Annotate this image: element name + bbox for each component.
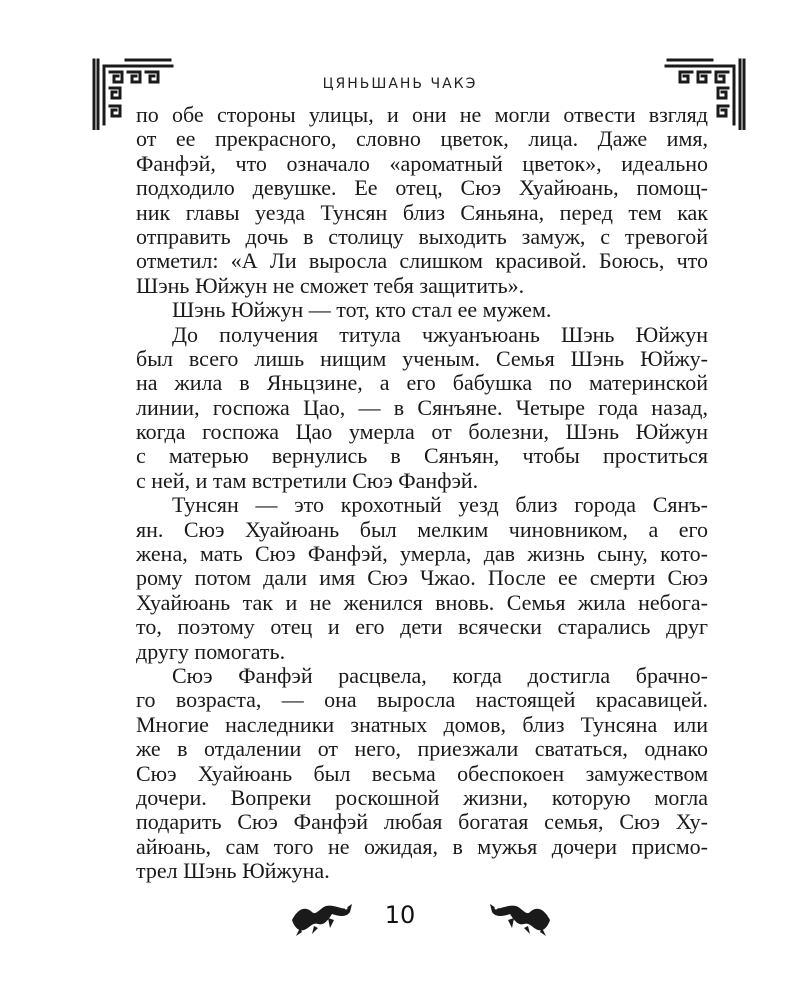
text-line: го возраста, — она выросла настоящей красавицей. xyxy=(136,687,708,713)
paragraph-start: До получения титула чжуанъюань Шэнь Юйжун xyxy=(172,321,708,347)
dragon-right-icon xyxy=(488,898,552,936)
text-line: с ней, и там встретили Сюэ Фанфэй. xyxy=(136,467,479,493)
text-line: когда госпожа Цао умерла от болезни, Шэнь Юйжун xyxy=(136,419,708,445)
paragraph-start: Сюэ Фанфэй расцвела, когда достигла брачно- xyxy=(172,662,708,688)
text-line: был всего лишь нищим ученым. Семья Шэнь Юйжу- xyxy=(136,345,708,371)
text-line: подходило девушке. Ее отец, Сюэ Хуайюань, помощ- xyxy=(136,175,708,201)
text-line: Сюэ Хуайюань был весьма обеспокоен замужеством xyxy=(136,760,708,786)
page-footer xyxy=(0,898,800,938)
text-line: Шэнь Юйжун не сможет тебя защитить». xyxy=(136,272,525,298)
paragraph-start: Шэнь Юйжун — тот, кто стал ее мужем. xyxy=(172,297,552,323)
text-line: подарить Сюэ Фанфэй любая богатая семья, Сюэ Ху- xyxy=(136,809,708,835)
text-line: по обе стороны улицы, и они не могли отвести взгляд xyxy=(136,102,708,127)
dragon-left-icon xyxy=(290,898,354,936)
text-line: Хуайюань так и не женился вновь. Семья жила небога- xyxy=(136,589,708,615)
text-line: другу помогать. xyxy=(136,638,286,664)
text-line: жена, мать Сюэ Фанфэй, умерла, дав жизнь сыну, кото- xyxy=(136,541,708,567)
body-text xyxy=(136,103,708,884)
text-line: Многие наследники знатных домов, близ Тунсяна или xyxy=(136,711,708,737)
page-number: 10 xyxy=(384,901,416,929)
text-line: линии, госпожа Цао, — в Сянъяне. Четыре года назад, xyxy=(136,394,708,420)
text-line: отправить дочь в столицу выходить замуж, с тревогой xyxy=(136,223,708,249)
text-line: с матерью вернулись в Сянъян, чтобы проститься xyxy=(136,443,708,469)
text-line: ян. Сюэ Хуайюань был мелким чиновником, а его xyxy=(136,516,708,542)
text-line: дочери. Вопреки роскошной жизни, которую могла xyxy=(136,784,708,810)
text-line: рому потом дали имя Сюэ Чжао. После ее смерти Сюэ xyxy=(136,565,708,591)
text-line: трел Шэнь Юйжуна. xyxy=(136,858,330,884)
text-line: от ее прекрасного, словно цветок, лица. Даже имя, xyxy=(136,126,708,152)
paragraph-start: Тунсян — это крохотный уезд близ города Сянъ- xyxy=(172,492,708,518)
text-line: ник главы уезда Тунсян близ Сяньяна, перед тем как xyxy=(136,199,708,225)
text-line: Фанфэй, что означало «ароматный цветок», идеально xyxy=(136,150,708,176)
text-line: на жила в Яньцзине, а его бабушка по материнской xyxy=(136,370,708,396)
text-line: отметил: «А Ли выросла слишком красивой. Боюсь, что xyxy=(136,248,708,274)
text-line: же в отдалении от него, приезжали свататься, однако xyxy=(136,736,708,762)
text-line: то, поэтому отец и его дети всячески старались друг xyxy=(136,614,708,640)
running-head-title: ЦЯНЬШАНЬ ЧАКЭ xyxy=(322,76,478,92)
text-line: айюань, сам того не ожидая, в мужья дочери присмо- xyxy=(136,833,708,859)
